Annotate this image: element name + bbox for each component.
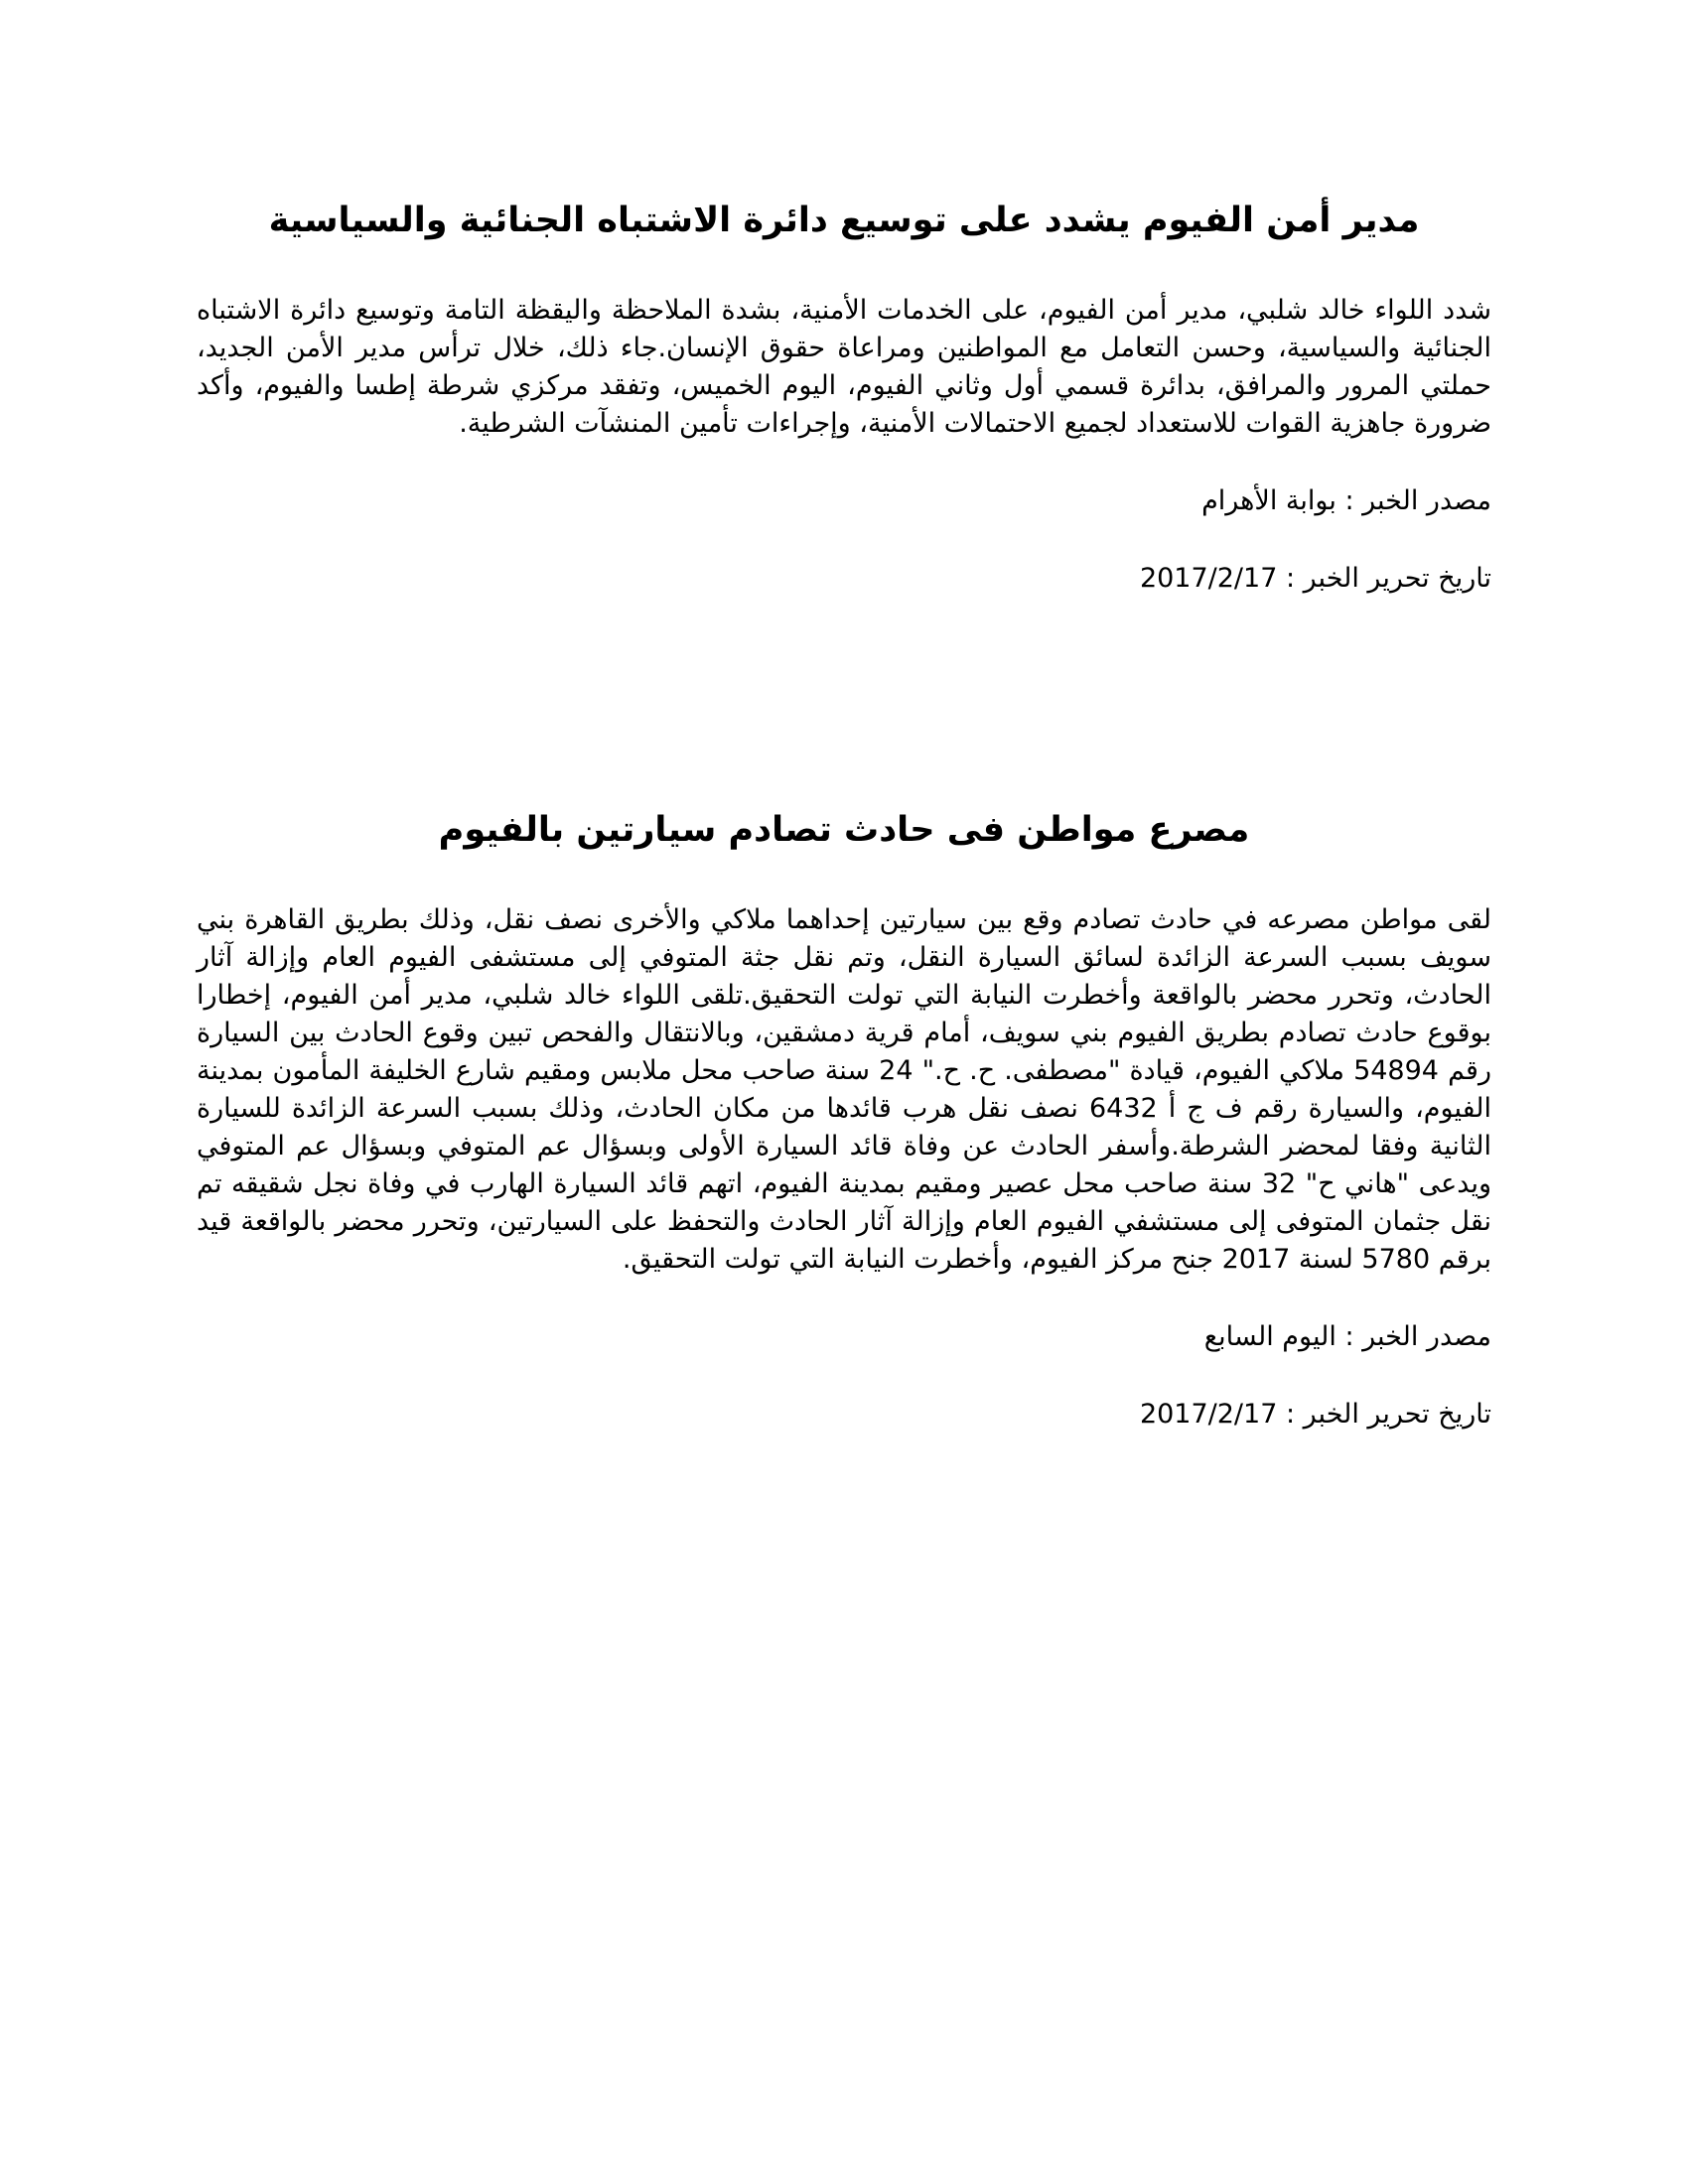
news-source-label: مصدر الخبر : — [1336, 1321, 1491, 1352]
article-body: لقى مواطن مصرعه في حادث تصادم وقع بين سيارتين إحداهما ملاكي والأخرى نصف نقل، وذلك بطريق القاهرة بني سويف بسبب السرعة الزائدة لسائق السيارة النقل، وتم نقل جثة المتوفي إلى مستشفى الفيوم العام وإزالة آثار الحادث، وتحرر محضر بالواقعة وأخطرت النيابة التي تولت التحقيق.تلقى اللواء خالد شلبي، مدير أمن الفيوم، إخطارا بوقوع حادث تصادم بطريق الفيوم بني سويف، أمام قرية دمشقين، وبالانتقال والفحص تبين وقوع الحادث بين السيارة رقم 54894 ملاكي الفيوم، قيادة "مصطفى. ح. ح." 24 سنة صاحب محل ملابس ومقيم شارع الخليفة المأمون بمدينة الفيوم، والسيارة رقم ف ج أ 6432 نصف نقل هرب قائدها من مكان الحادث، وذلك بسبب السرعة الزائدة للسيارة الثانية وفقا لمحضر الشرطة.وأسفر الحادث عن وفاة قائد السيارة الأولى وبسؤال عم المتوفي وبسؤال عم المتوفي ويدعى "هاني ح" 32 سنة صاحب محل عصير ومقيم بمدينة الفيوم، اتهم قائد السيارة الهارب في وفاة نجل شقيقه تم نقل جثمان المتوفى إلى مستشفي الفيوم العام وإزالة آثار الحادث والتحفظ على السيارتين، وتحرر محضر بالواقعة قيد برقم 5780 لسنة 2017 جنح مركز الفيوم، وأخطرت النيابة التي تولت التحقيق. — [197, 904, 1492, 1275]
article-fayoum-security-director — [197, 195, 1491, 598]
edit-date-line — [197, 1396, 1491, 1433]
edit-date-label: تاريخ تحرير الخبر : — [1277, 563, 1491, 594]
news-source-line — [197, 482, 1491, 520]
news-source-line — [197, 1318, 1491, 1356]
article-headline: مدير أمن الفيوم يشدد على توسيع دائرة الاشتباه الجنائية والسياسية — [268, 201, 1420, 240]
edit-date-label: تاريخ تحرير الخبر : — [1277, 1399, 1491, 1430]
article-body: شدد اللواء خالد شلبي، مدير أمن الفيوم، على الخدمات الأمنية، بشدة الملاحظة واليقظة التامة وتوسيع دائرة الاشتباه الجنائية والسياسية، وحسن التعامل مع المواطنين ومراعاة حقوق الإنسان.جاء ذلك، خلال ترأس مدير الأمن الجديد، حملتي المرور والمرافق، بدائرة قسمي أول وثاني الفيوم، اليوم الخميس، وتفقد مركزي شرطة إطسا والفيوم، وأكد ضرورة جاهزية القوات للاستعداد لجميع الاحتمالات الأمنية، وإجراءات تأمين المنشآت الشرطية. — [197, 295, 1491, 439]
news-source-value: اليوم السابع — [1203, 1321, 1336, 1352]
article-headline: مصرع مواطن فى حادث تصادم سيارتين بالفيوم — [438, 810, 1250, 850]
edit-date-value: 2017/2/17 — [1139, 563, 1278, 594]
edit-date-line — [197, 560, 1491, 598]
article-car-collision — [197, 804, 1491, 1433]
edit-date-value: 2017/2/17 — [1139, 1399, 1278, 1430]
news-source-label: مصدر الخبر : — [1336, 485, 1491, 516]
news-source-value: بوابة الأهرام — [1201, 485, 1336, 516]
